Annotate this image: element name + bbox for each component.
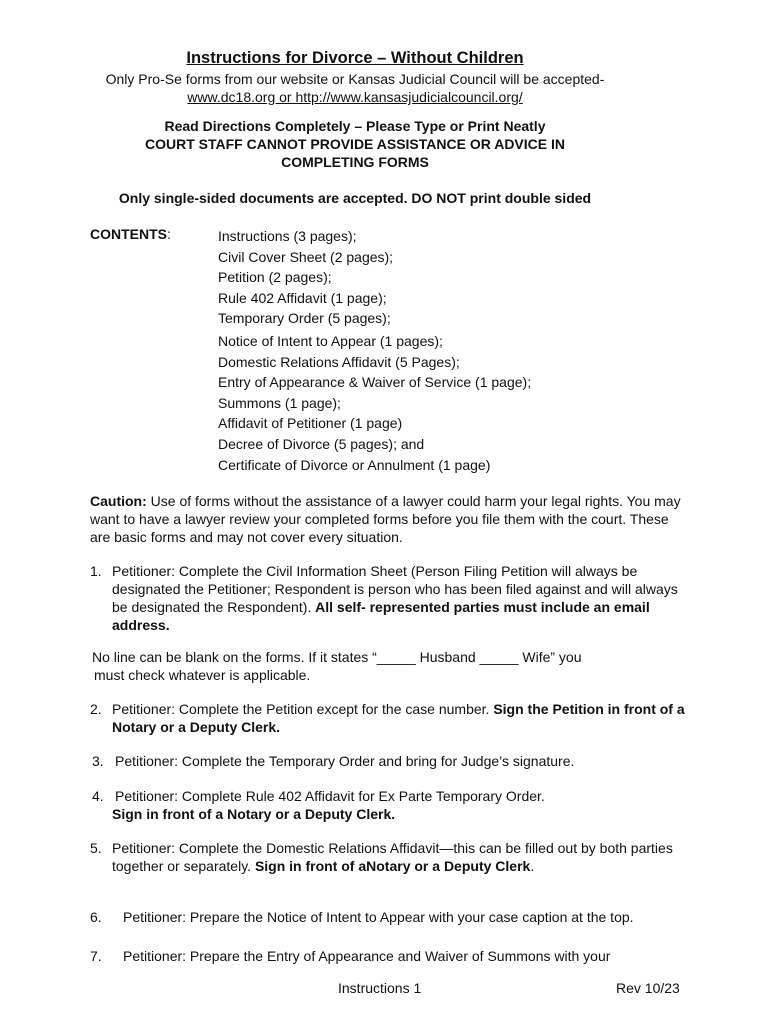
contents-item: Instructions (3 pages); <box>218 228 357 244</box>
contents-item: Temporary Order (5 pages); <box>218 310 391 327</box>
forms-source-note: Only Pro-Se forms from our website or Kansas Judicial Council will be accepted- <box>105 71 605 87</box>
footer-page-label: Instructions 1 <box>338 980 422 996</box>
caution-paragraph: Caution: Use of forms without the assistance of a lawyer could harm your legal rights. You may want to have a lawyer review your completed forms before you file them with the court. These are basic forms and may not cover every situation. <box>90 493 681 545</box>
contents-list <box>218 226 531 475</box>
directions-line-2: COURT STAFF CANNOT PROVIDE ASSISTANCE OR ADVICE IN <box>144 136 565 152</box>
footer-revision: Rev 10/23 <box>616 980 680 996</box>
contents-item: Decree of Divorce (5 pages); and <box>218 435 425 452</box>
directions-line-1: Read Directions Completely – Please Type or Print Neatly <box>164 118 546 134</box>
step-2: 2. Petitioner: Complete the Petition except for the case number. Sign the Petition in front of a Notary or a Deputy Clerk. <box>90 701 685 735</box>
contents-item: Notice of Intent to Appear (1 pages); <box>218 332 443 349</box>
step-4: 4. Petitioner: Complete Rule 402 Affidavit for Ex Parte Temporary Order. Sign in front of a Notary or a Deputy Clerk. <box>92 788 545 822</box>
directions-line-3: COMPLETING FORMS <box>281 154 429 170</box>
contents-item: Affidavit of Petitioner (1 page) <box>218 415 403 432</box>
step-6: 6. Petitioner: Prepare the Notice of Intent to Appear with your case caption at the top. <box>90 909 634 925</box>
contents-item: Entry of Appearance & Waiver of Service (1 page); <box>218 374 532 391</box>
single-sided-notice: Only single-sided documents are accepted. DO NOT print double sided <box>118 190 592 206</box>
contents-item: Rule 402 Affidavit (1 page); <box>218 289 387 306</box>
contents-item: Civil Cover Sheet (2 pages); <box>218 248 394 265</box>
contents-item: Summons (1 page); <box>218 394 341 411</box>
caution-label: Caution: <box>90 493 147 509</box>
step-1: 1. Petitioner: Complete the Civil Information Sheet (Person Filing Petition will always be designated the Petitioner; Respondent is person who has been filed against and will always be designated the Respondent). All self- represented parties must include an email address. <box>90 563 678 633</box>
step-7: 7. Petitioner: Prepare the Entry of Appearance and Waiver of Summons with your <box>90 948 611 964</box>
forms-source-links[interactable]: www.dc18.org or http://www.kansasjudicialcouncil.org/ <box>187 89 523 105</box>
blank-lines-note: No line can be blank on the forms. If it states “_____ Husband _____ Wife” you must check whatever is applicable. <box>92 649 582 683</box>
contents-item: Certificate of Divorce or Annulment (1 page) <box>218 456 491 473</box>
contents-item: Domestic Relations Affidavit (5 Pages); <box>218 353 460 370</box>
contents-label: CONTENTS: <box>90 226 171 242</box>
page-title: Instructions for Divorce – Without Children <box>186 49 524 67</box>
step-5: 5. Petitioner: Complete the Domestic Relations Affidavit—this can be filled out by both parties together or separately. Sign in front of aNotary or a Deputy Clerk. <box>90 840 673 874</box>
contents-item: Petition (2 pages); <box>218 269 332 286</box>
step-3: 3. Petitioner: Complete the Temporary Order and bring for Judge’s signature. <box>92 753 575 769</box>
